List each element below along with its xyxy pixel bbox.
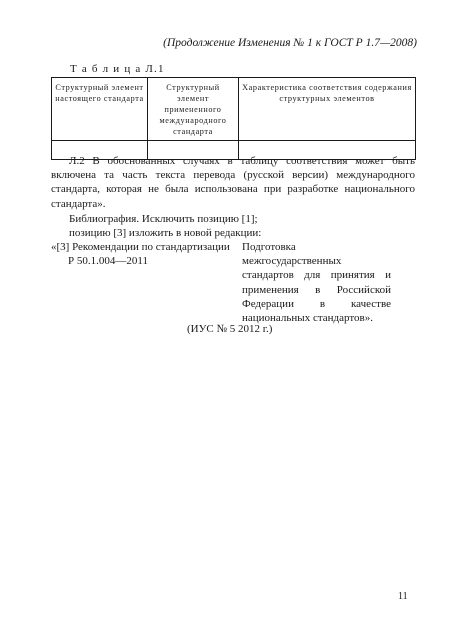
paragraph-bibliography: Библиография. Исключить позицию [1]; bbox=[69, 213, 258, 225]
column-header-international: Структурный элемент примененного международного стандарта bbox=[148, 78, 239, 141]
page-number: 11 bbox=[398, 591, 408, 602]
bibliography-reference bbox=[51, 240, 239, 268]
table-title: Т а б л и ц а Л.1 bbox=[70, 63, 165, 75]
column-header-correspondence: Характеристика соответствия содержания структурных элементов bbox=[239, 78, 416, 141]
correspondence-table bbox=[51, 77, 416, 160]
continuation-header: (Продолжение Изменения № 1 к ГОСТ Р 1.7—2008) bbox=[163, 37, 417, 49]
bibliography-reference-code: Р 50.1.004—2011 bbox=[68, 255, 148, 268]
column-header-national: Структурный элемент настоящего стандарта bbox=[52, 78, 148, 141]
paragraph-l2: Л.2 В обоснованных случаях в таблицу соответствия может быть включена та часть текста перевода (русской версии) международного стандарта, которая не была использована при разработке национального стандарта». bbox=[51, 155, 415, 210]
bibliography-description: Подготовка межгосударственных стандартов для принятия и применения в Российской Федерации в качестве национальных стандартов». bbox=[242, 241, 391, 325]
paragraph-position3: позицию [3] изложить в новой редакции: bbox=[69, 227, 262, 239]
ius-reference: (ИУС № 5 2012 г.) bbox=[187, 323, 273, 335]
bibliography-reference-title: «[3] Рекомендации по стандартизации bbox=[51, 241, 230, 253]
table-header-row bbox=[52, 78, 416, 141]
